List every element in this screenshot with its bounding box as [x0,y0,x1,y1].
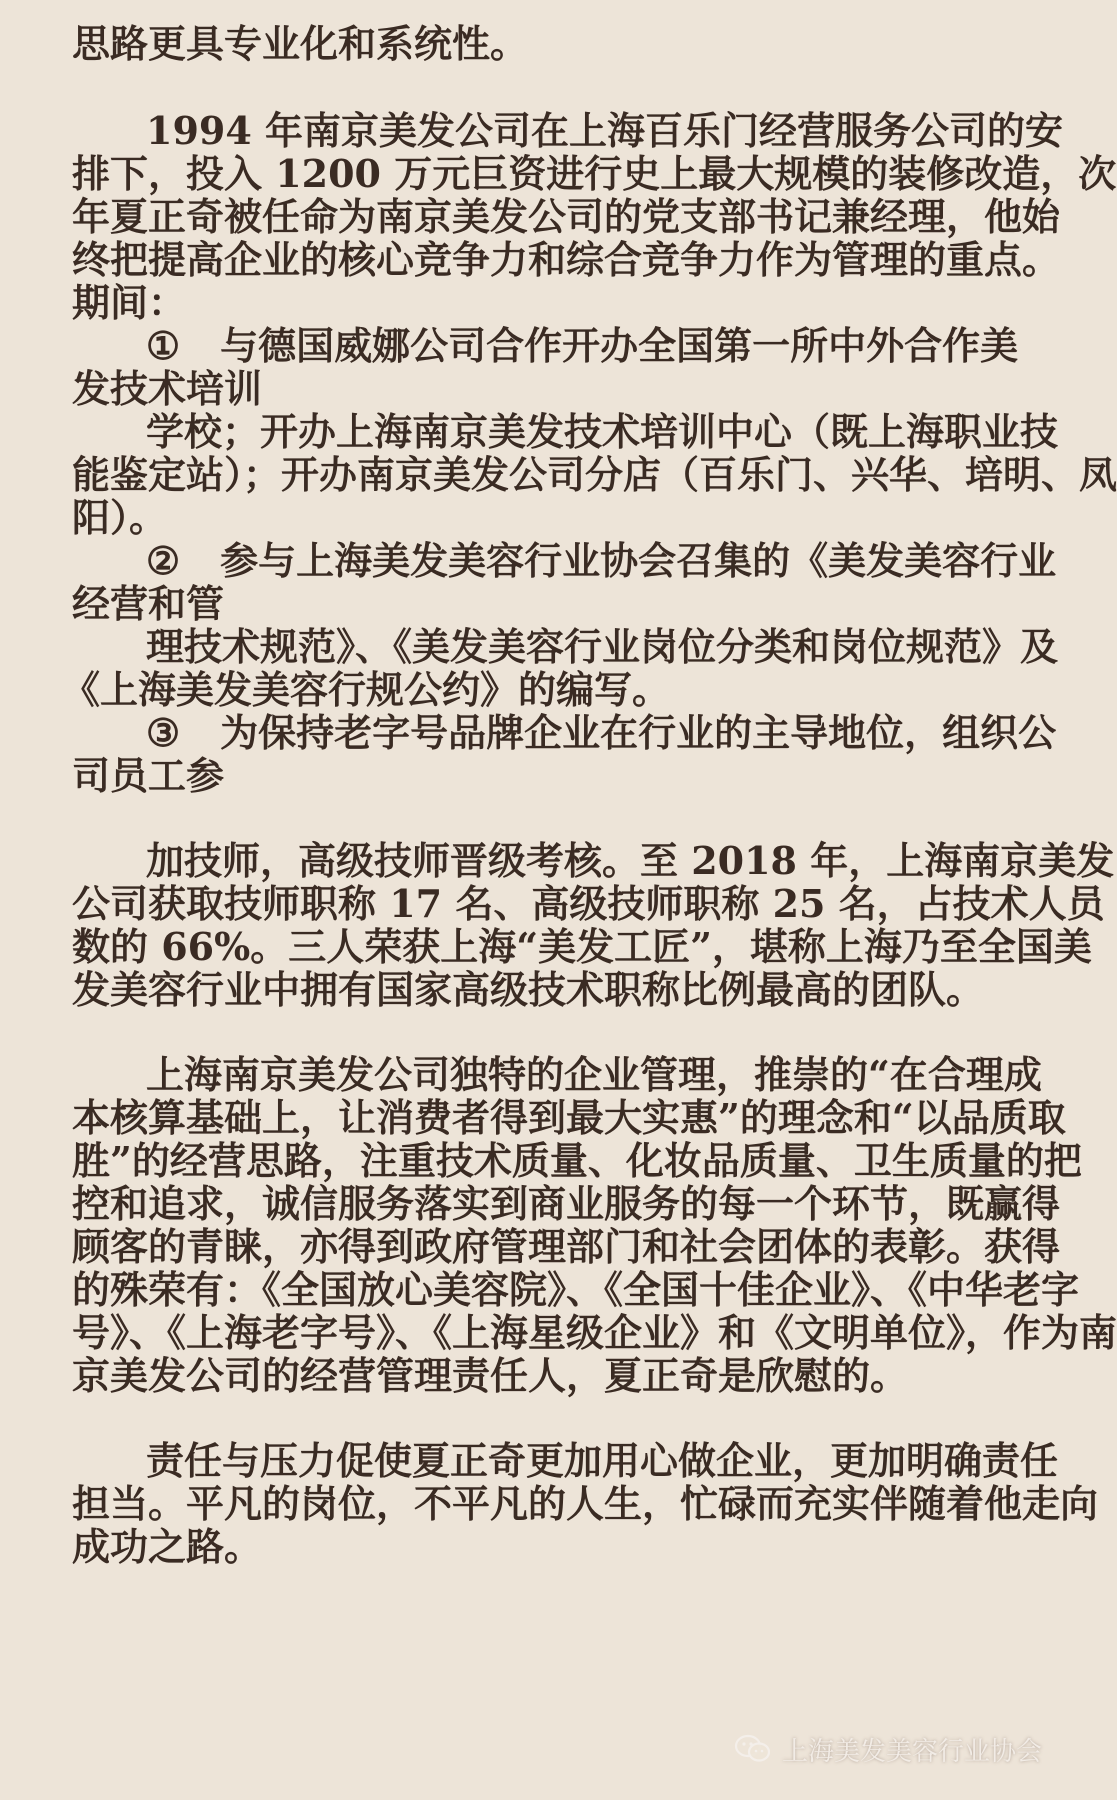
watermark-text: 上海美发美容行业协会 [781,1736,1042,1767]
text-line: 公司获取技师职称 17 名、高级技师职称 25 名，占技术人员 [72,881,1105,926]
text-line: 学校；开办上海南京美发技术培训中心（既上海职业技 [146,409,1059,454]
text-line: 京美发公司的经营管理责任人，夏正奇是欣慰的。 [72,1353,909,1398]
text-line: 与德国威娜公司合作开办全国第一所中外合作美 [220,323,1019,368]
wechat-icon [734,1733,772,1765]
text-line: 为保持老字号品牌企业在行业的主导地位，组织公 [220,710,1057,755]
text-line: 本核算基础上，让消费者得到最大实惠”的理念和“以品质取 [72,1095,1066,1140]
text-line: 顾客的青睐，亦得到政府管理部门和社会团体的表彰。获得 [72,1224,1061,1269]
text-line: 发技术培训 [72,366,263,411]
list-marker: ② [146,538,181,583]
text-line: 担当。平凡的岗位，不平凡的人生，忙碌而充实伴随着他走向 [72,1481,1099,1526]
text-line: 加技师，高级技师晋级考核。至 2018 年，上海南京美发 [146,838,1115,883]
text-line: 能鉴定站）；开办南京美发公司分店（百乐门、兴华、培明、凤 [72,452,1117,497]
text-line: 终把提高企业的核心竞争力和综合竞争力作为管理的重点。 [72,237,1061,282]
text-line: 数的 66%。三人荣获上海“美发工匠”，堪称上海乃至全国美 [72,924,1092,969]
list-item-3 [146,710,1057,756]
text-line: 责任与压力促使夏正奇更加用心做企业，更加明确责任 [146,1438,1059,1483]
text-line: 排下，投入 1200 万元巨资进行史上最大规模的装修改造，次 [72,151,1117,196]
text-line: 年夏正奇被任命为南京美发公司的党支部书记兼经理，他始 [72,194,1061,239]
list-item-2 [146,538,1057,584]
list-item-1 [146,323,1019,369]
list-marker: ③ [146,710,181,755]
text-line: 思路更具专业化和系统性。 [72,21,529,66]
text-line: 的殊荣有：《全国放心美容院》、《全国十佳企业》、《中华老字 [72,1267,1080,1312]
text-line: 1994 年南京美发公司在上海百乐门经营服务公司的安 [146,108,1063,153]
text-line: 成功之路。 [72,1524,263,1569]
list-marker: ① [146,323,181,368]
text-line: 胜”的经营思路，注重技术质量、化妆品质量、卫生质量的把 [72,1138,1082,1183]
text-line: 《上海美发美容行规公约》的编写。 [62,667,671,712]
text-line: 号》、《上海老字号》、《上海星级企业》和《文明单位》，作为南 [72,1310,1117,1355]
text-line: 理技术规范》、《美发美容行业岗位分类和岗位规范》及 [146,624,1059,669]
text-line: 控和追求，诚信服务落实到商业服务的每一个环节，既赢得 [72,1181,1061,1226]
text-line: 参与上海美发美容行业协会召集的《美发美容行业 [220,538,1057,583]
text-line: 发美容行业中拥有国家高级技术职称比例最高的团队。 [72,967,985,1012]
wechat-watermark [734,1729,1042,1769]
text-line: 上海南京美发公司独特的企业管理，推崇的“在合理成 [146,1052,1042,1097]
text-line: 期间： [72,280,187,325]
text-line: 经营和管 [72,581,225,626]
text-line: 司员工参 [72,753,225,798]
text-line: 阳）。 [72,495,168,540]
